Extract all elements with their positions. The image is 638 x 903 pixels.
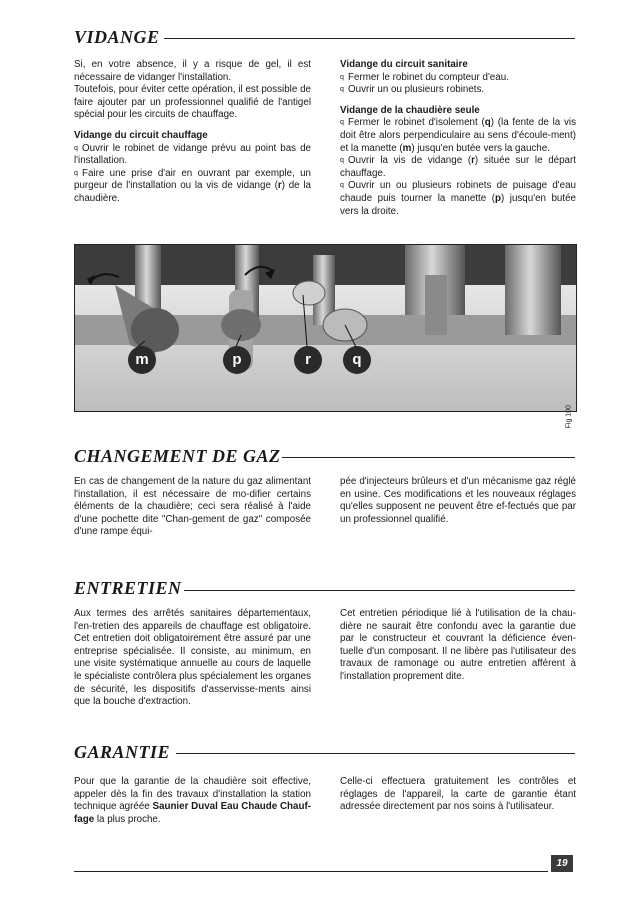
subheading-vidange-chaudiere: Vidange de la chaudière seule (340, 104, 480, 116)
garantie-left-column (74, 776, 311, 826)
paragraph: Aux termes des arrêtés sanitaires départementaux, l'en-tretien des appareils de chauffage est obligatoire. Cet entretien doit obligatoirement être assuré par une entreprise spécialisée. Il consiste, au minimum, en une visite systématique annuelle au cours de laquelle le spécialiste contrôlera plus spécialement les organes de sécurité, les dispositifs d'asservisse-ments ainsi que la bouche d'extraction. (74, 608, 311, 708)
changement-right-column (340, 476, 576, 526)
bullet-icon: q (74, 144, 78, 152)
footer-rule (74, 871, 548, 872)
bullet-icon: q (340, 157, 344, 165)
section-title-changement-gaz: CHANGEMENT DE GAZ (74, 446, 281, 466)
label-p: p (223, 346, 251, 374)
paragraph: En cas de changement de la nature du gaz alimentant l'installation, il est nécessaire de mo-difier certains éléments de la chaudière; ceci sera réalisé à l'aide d'une pochette dite "Chan-gement de gaz" composée d'une rampe équi- (74, 476, 311, 538)
bullet-item: q Ouvrir un ou plusieurs robinets de puisage d'eau chaude puis tourner la manette (p) jusqu'en butée vers la droite. (340, 180, 576, 217)
section-title-garantie: GARANTIE (74, 742, 171, 762)
brand-name: Saunier Duval Eau Chaude Chauf-fage (74, 801, 311, 825)
subheading-vidange-chauffage: Vidange du circuit chauffage (74, 129, 208, 141)
boiler-valves-illustration (75, 245, 576, 411)
changement-left-column (74, 476, 311, 539)
paragraph: Cet entretien périodique lié à l'utilisation de la chau-dière ne saurait être confondu avec la garantie due par le constructeur et couvrant la déficience éven-tuelle d'un composant. Il ne libère pas l'utilisateur des travaux de ramonage ou autre entretien afférent à l'installation proprement dite. (340, 608, 576, 682)
page-number: 19 (551, 855, 573, 872)
paragraph: pée d'injecteurs brûleurs et d'un mécanisme gaz réglé en usine. Ces modifications et les nouveaux réglages qu'elles supposent ne peuvent être ef-fectués que par un professionnel qualifié. (340, 476, 576, 525)
figure-caption: Fig 100 (565, 405, 572, 429)
section-title-vidange: VIDANGE (74, 27, 160, 47)
label-r: r (294, 346, 322, 374)
bullet-item: q Fermer le robinet du compteur d'eau. (340, 71, 509, 83)
entretien-left-column (74, 608, 311, 709)
boiler-valves-photo (74, 244, 577, 429)
bullet-item: q Ouvrir la vis de vidange (r) située sur le départ chauffage. (340, 155, 576, 179)
bullet-item: q Ouvrir le robinet de vidange prévu au point bas de l'installation. (74, 142, 311, 167)
bullet-icon: q (340, 86, 344, 94)
title-rule (164, 38, 575, 39)
entretien-right-column (340, 608, 576, 684)
paragraph: Celle-ci effectuera gratuitement les contrôles et réglages de l'appareil, la carte de garantie étant adressée directement par nos soins à l'utilisateur. (340, 776, 576, 813)
title-rule (176, 753, 575, 754)
bullet-item: q Faire une prise d'air en ouvrant par exemple, un purgeur de l'installation ou la vis de vidange (r) de la chaudière. (74, 167, 311, 204)
bullet-item: q Fermer le robinet d'isolement (q) (la fente de la vis doit être alors perpendiculaire au sens d'écoule-ment) et la manette (m) jusqu'en butée vers la gauche. (340, 117, 576, 154)
label-m: m (128, 346, 156, 374)
paragraph: Toutefois, pour éviter cette opération, il est possible de faire ajouter par un professionnel qualifié de l'antigel spécial pour les circuits de chauffage. (74, 84, 311, 121)
bullet-icon: q (74, 169, 78, 177)
title-rule (184, 590, 575, 591)
paragraph: Pour que la garantie de la chaudière soit effective, appeler dès la fin des travaux d'installation la station technique agréée Saunier Duval Eau Chaude Chauf-fage la plus proche. (74, 776, 311, 825)
garantie-right-column (340, 776, 576, 814)
label-q: q (343, 346, 371, 374)
vidange-left-column (74, 59, 311, 206)
paragraph: Si, en votre absence, il y a risque de gel, il est nécessaire de vidanger l'installation. (74, 59, 311, 83)
bullet-icon: q (340, 119, 344, 127)
title-rule (282, 457, 575, 458)
bullet-icon: q (340, 182, 344, 190)
bullet-icon: q (340, 73, 344, 81)
bullet-item: q Ouvrir un ou plusieurs robinets. (340, 84, 485, 96)
section-title-entretien: ENTRETIEN (74, 578, 182, 598)
vidange-right-column (340, 59, 576, 218)
subheading-vidange-sanitaire: Vidange du circuit sanitaire (340, 59, 468, 70)
